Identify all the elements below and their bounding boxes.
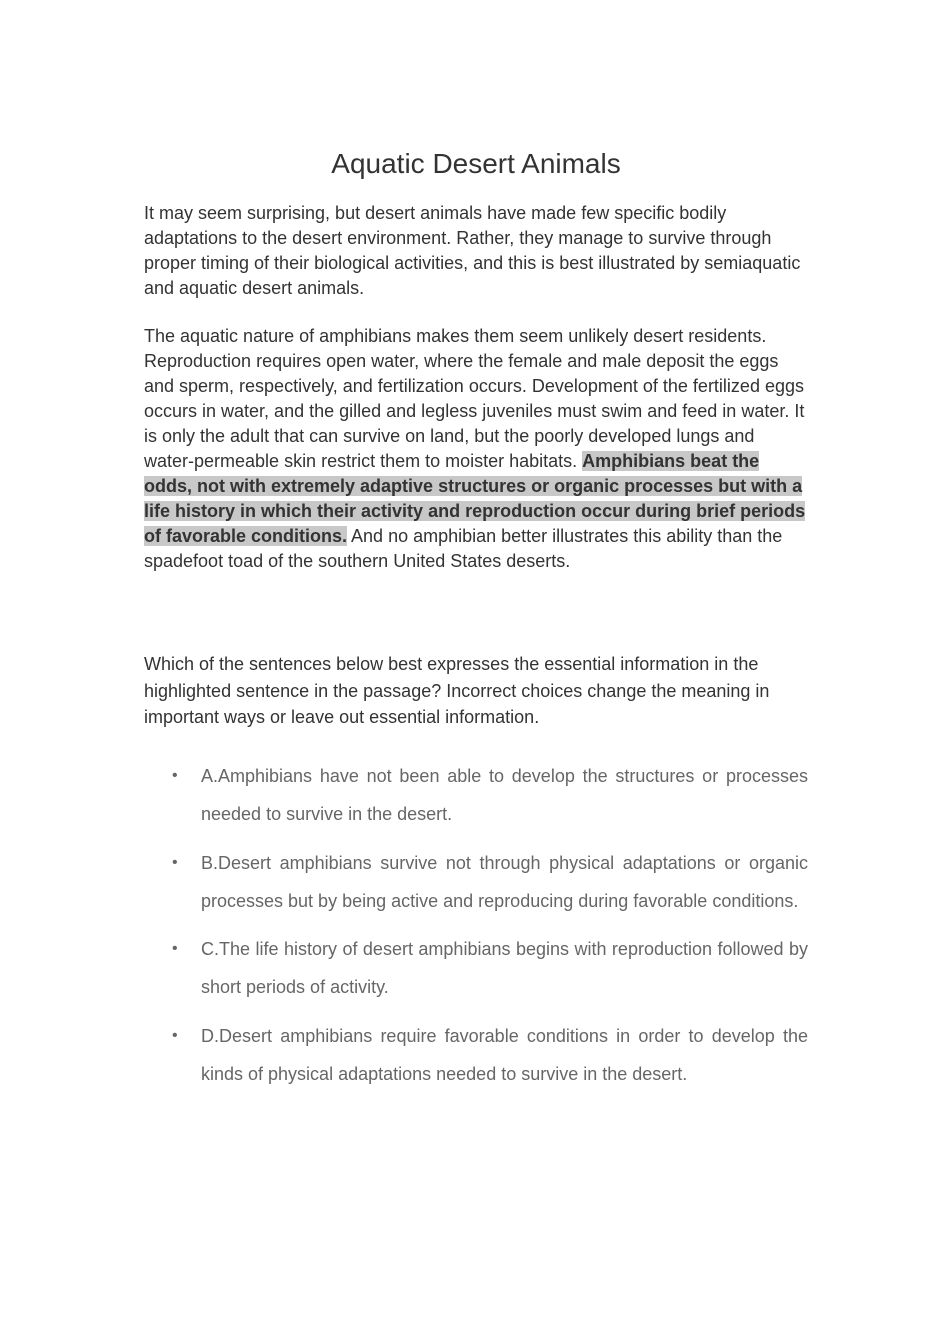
paragraph-2-text-before: The aquatic nature of amphibians makes them seem unlikely desert residents. Reproduction requires open water, where the female and male deposit the eggs and sperm, respectively, and fertilization occurs. Development of the fertilized eggs occurs in water, and the gilled and legless juveniles must swim and feed in water. It is only the adult that can survive on land, but the poorly developed lungs and water-permeable skin restrict them to moister habitats.	[144, 326, 805, 471]
answer-option-d[interactable]	[144, 1017, 808, 1094]
answer-options-list	[144, 757, 808, 1103]
answer-option-a[interactable]	[144, 757, 808, 834]
page-title: Aquatic Desert Animals	[331, 148, 621, 179]
question-text: Which of the sentences below best expresses the essential information in the highlighted sentence in the passage? Incorrect choices change the meaning in important ways or leave out essential information.	[144, 654, 770, 727]
bullet-icon: •	[172, 767, 178, 784]
bullet-icon: •	[172, 1026, 178, 1044]
bullet-icon: •	[172, 940, 178, 958]
option-text: A.Amphibians have not been able to develop the structures or processes needed to survive in the desert.	[201, 766, 808, 825]
option-text: B.Desert amphibians survive not through physical adaptations or organic processes but by being active and reproducing during favorable conditions.	[201, 852, 808, 911]
passage-paragraph-2	[144, 324, 808, 574]
passage-paragraph-1: It may seem surprising, but desert animals have made few specific bodily adaptations to the desert environment. Rather, they manage to survive through proper timing of their biological activities, and this is best illustrated by semiaquatic and aquatic desert animals.	[144, 203, 801, 298]
bullet-icon: •	[172, 853, 178, 871]
option-text: D.Desert amphibians require favorable conditions in order to develop the kinds of physical adaptations needed to survive in the desert.	[201, 1025, 808, 1085]
answer-option-c[interactable]	[144, 930, 808, 1007]
highlighted-sentence: Amphibians beat the odds, not with extremely adaptive structures or organic processes but with a life history in which their activity and reproduction occur during brief periods of favorable conditions.	[144, 451, 806, 546]
option-text: C.The life history of desert amphibians begins with reproduction followed by short periods of activity.	[201, 939, 808, 998]
paragraph-2-text-after: And no amphibian better illustrates this ability than the spadefoot toad of the southern United States deserts.	[144, 526, 783, 571]
answer-option-b[interactable]	[144, 844, 808, 921]
